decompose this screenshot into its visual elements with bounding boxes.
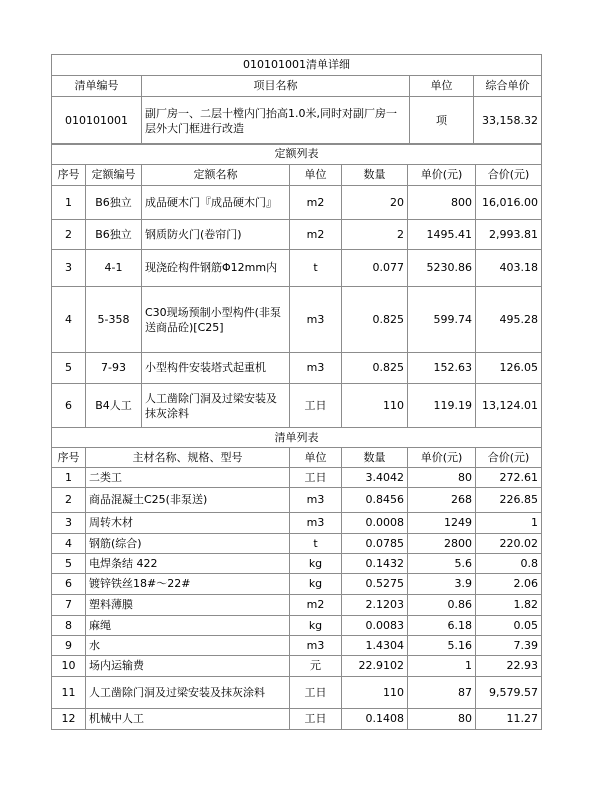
list-row	[52, 636, 542, 656]
list-price: 6.18	[408, 616, 476, 636]
quota-price: 5230.86	[408, 250, 476, 287]
quota-header: 序号	[52, 165, 86, 186]
quota-name: C30现场预制小型构件(非泵送商品砼)[C25]	[142, 287, 290, 353]
list-no: 6	[52, 574, 86, 595]
quota-row	[52, 220, 542, 250]
list-unit: t	[290, 534, 342, 554]
list-total: 220.02	[476, 534, 542, 554]
list-name: 电焊条结 422	[86, 554, 290, 574]
list-unit: kg	[290, 554, 342, 574]
summary-table	[51, 54, 542, 145]
list-row	[52, 616, 542, 636]
quota-name: 成品硬木门『成品硬木门』	[142, 186, 290, 220]
header-price: 综合单价	[474, 76, 542, 97]
list-qty: 0.8456	[342, 488, 408, 513]
list-qty: 0.1432	[342, 554, 408, 574]
quota-total: 13,124.01	[476, 384, 542, 428]
quota-price: 599.74	[408, 287, 476, 353]
quota-code: B6独立	[86, 220, 142, 250]
quota-no: 3	[52, 250, 86, 287]
list-name: 机械中人工	[86, 709, 290, 730]
list-section-title: 清单列表	[52, 428, 542, 448]
list-row	[52, 595, 542, 616]
list-unit: m3	[290, 488, 342, 513]
quota-header: 合价(元)	[476, 165, 542, 186]
list-total: 11.27	[476, 709, 542, 730]
quota-unit: m3	[290, 287, 342, 353]
quota-total: 2,993.81	[476, 220, 542, 250]
list-price: 1	[408, 656, 476, 677]
list-row	[52, 488, 542, 513]
list-name: 二类工	[86, 468, 290, 488]
list-total: 1.82	[476, 595, 542, 616]
list-name: 麻绳	[86, 616, 290, 636]
quota-qty: 2	[342, 220, 408, 250]
list-total: 1	[476, 513, 542, 534]
list-qty: 0.0008	[342, 513, 408, 534]
quota-no: 1	[52, 186, 86, 220]
quota-row	[52, 186, 542, 220]
list-no: 2	[52, 488, 86, 513]
list-total: 22.93	[476, 656, 542, 677]
list-price: 268	[408, 488, 476, 513]
quota-no: 6	[52, 384, 86, 428]
list-row	[52, 677, 542, 709]
list-unit: 元	[290, 656, 342, 677]
list-header: 主材名称、规格、型号	[86, 448, 290, 468]
list-header: 合价(元)	[476, 448, 542, 468]
quota-total: 16,016.00	[476, 186, 542, 220]
list-total: 7.39	[476, 636, 542, 656]
header-code: 清单编号	[52, 76, 142, 97]
list-qty: 0.0785	[342, 534, 408, 554]
quota-price: 800	[408, 186, 476, 220]
list-no: 10	[52, 656, 86, 677]
header-name: 项目名称	[142, 76, 410, 97]
list-unit: kg	[290, 616, 342, 636]
summary-name: 副厂房一、二层十樘内门抬高1.0米,同时对副厂房一层外大门框进行改造	[142, 97, 410, 145]
list-unit: m3	[290, 636, 342, 656]
list-price: 5.6	[408, 554, 476, 574]
list-total: 0.8	[476, 554, 542, 574]
list-unit: 工日	[290, 709, 342, 730]
quota-qty: 0.825	[342, 353, 408, 384]
list-total: 2.06	[476, 574, 542, 595]
summary-unit: 项	[410, 97, 474, 145]
quota-price: 152.63	[408, 353, 476, 384]
list-price: 5.16	[408, 636, 476, 656]
header-unit: 单位	[410, 76, 474, 97]
list-name: 水	[86, 636, 290, 656]
detail-table	[51, 143, 542, 730]
list-price: 80	[408, 468, 476, 488]
quota-unit: m2	[290, 186, 342, 220]
list-no: 7	[52, 595, 86, 616]
list-unit: 工日	[290, 677, 342, 709]
quota-unit: 工日	[290, 384, 342, 428]
list-name: 镀锌铁丝18#～22#	[86, 574, 290, 595]
quota-total: 495.28	[476, 287, 542, 353]
quota-name: 人工凿除门洞及过梁安装及抹灰涂料	[142, 384, 290, 428]
list-name: 塑料薄膜	[86, 595, 290, 616]
list-unit: 工日	[290, 468, 342, 488]
list-total: 272.61	[476, 468, 542, 488]
list-header: 序号	[52, 448, 86, 468]
list-no: 3	[52, 513, 86, 534]
quota-header: 定额名称	[142, 165, 290, 186]
list-price: 87	[408, 677, 476, 709]
quota-price: 1495.41	[408, 220, 476, 250]
quota-name: 钢质防火门(卷帘门)	[142, 220, 290, 250]
list-qty: 22.9102	[342, 656, 408, 677]
list-no: 5	[52, 554, 86, 574]
list-price: 80	[408, 709, 476, 730]
list-no: 11	[52, 677, 86, 709]
quota-qty: 0.077	[342, 250, 408, 287]
quota-no: 5	[52, 353, 86, 384]
list-no: 1	[52, 468, 86, 488]
quota-code: 4-1	[86, 250, 142, 287]
list-header: 单价(元)	[408, 448, 476, 468]
list-name: 商品混凝土C25(非泵送)	[86, 488, 290, 513]
list-name: 周转木材	[86, 513, 290, 534]
list-name: 场内运输费	[86, 656, 290, 677]
list-row	[52, 709, 542, 730]
quota-row	[52, 287, 542, 353]
quota-total: 126.05	[476, 353, 542, 384]
quota-unit: m3	[290, 353, 342, 384]
list-name: 人工凿除门洞及过梁安装及抹灰涂料	[86, 677, 290, 709]
summary-code: 010101001	[52, 97, 142, 145]
list-no: 9	[52, 636, 86, 656]
quota-unit: m2	[290, 220, 342, 250]
list-row	[52, 534, 542, 554]
list-header-row	[52, 448, 542, 468]
quota-code: B4人工	[86, 384, 142, 428]
quota-code: 5-358	[86, 287, 142, 353]
list-header: 单位	[290, 448, 342, 468]
list-no: 8	[52, 616, 86, 636]
quota-header: 数量	[342, 165, 408, 186]
list-price: 0.86	[408, 595, 476, 616]
quota-row	[52, 250, 542, 287]
quota-code: 7-93	[86, 353, 142, 384]
list-price: 3.9	[408, 574, 476, 595]
quota-qty: 20	[342, 186, 408, 220]
quota-qty: 110	[342, 384, 408, 428]
list-header: 数量	[342, 448, 408, 468]
list-qty: 110	[342, 677, 408, 709]
list-qty: 3.4042	[342, 468, 408, 488]
list-total: 0.05	[476, 616, 542, 636]
quota-price: 119.19	[408, 384, 476, 428]
list-price: 2800	[408, 534, 476, 554]
list-price: 1249	[408, 513, 476, 534]
quota-section-title: 定额列表	[52, 144, 542, 165]
quota-header-row	[52, 165, 542, 186]
list-unit: m2	[290, 595, 342, 616]
list-row	[52, 574, 542, 595]
list-no: 4	[52, 534, 86, 554]
list-qty: 0.0083	[342, 616, 408, 636]
quota-name: 现浇砼构件钢筋Φ12mm内	[142, 250, 290, 287]
quota-header: 定额编号	[86, 165, 142, 186]
list-row	[52, 656, 542, 677]
list-row	[52, 468, 542, 488]
list-no: 12	[52, 709, 86, 730]
list-qty: 0.1408	[342, 709, 408, 730]
summary-price: 33,158.32	[474, 97, 542, 145]
list-total: 226.85	[476, 488, 542, 513]
quota-no: 4	[52, 287, 86, 353]
page-title: 010101001清单详细	[52, 55, 542, 76]
list-qty: 2.1203	[342, 595, 408, 616]
quota-row	[52, 384, 542, 428]
quota-name: 小型构件安装塔式起重机	[142, 353, 290, 384]
quota-qty: 0.825	[342, 287, 408, 353]
quota-header: 单价(元)	[408, 165, 476, 186]
list-qty: 0.5275	[342, 574, 408, 595]
list-name: 钢筋(综合)	[86, 534, 290, 554]
quota-code: B6独立	[86, 186, 142, 220]
quota-no: 2	[52, 220, 86, 250]
list-total: 9,579.57	[476, 677, 542, 709]
list-row	[52, 513, 542, 534]
quota-row	[52, 353, 542, 384]
quota-unit: t	[290, 250, 342, 287]
quota-header: 单位	[290, 165, 342, 186]
list-unit: m3	[290, 513, 342, 534]
list-qty: 1.4304	[342, 636, 408, 656]
list-row	[52, 554, 542, 574]
quota-total: 403.18	[476, 250, 542, 287]
list-unit: kg	[290, 574, 342, 595]
